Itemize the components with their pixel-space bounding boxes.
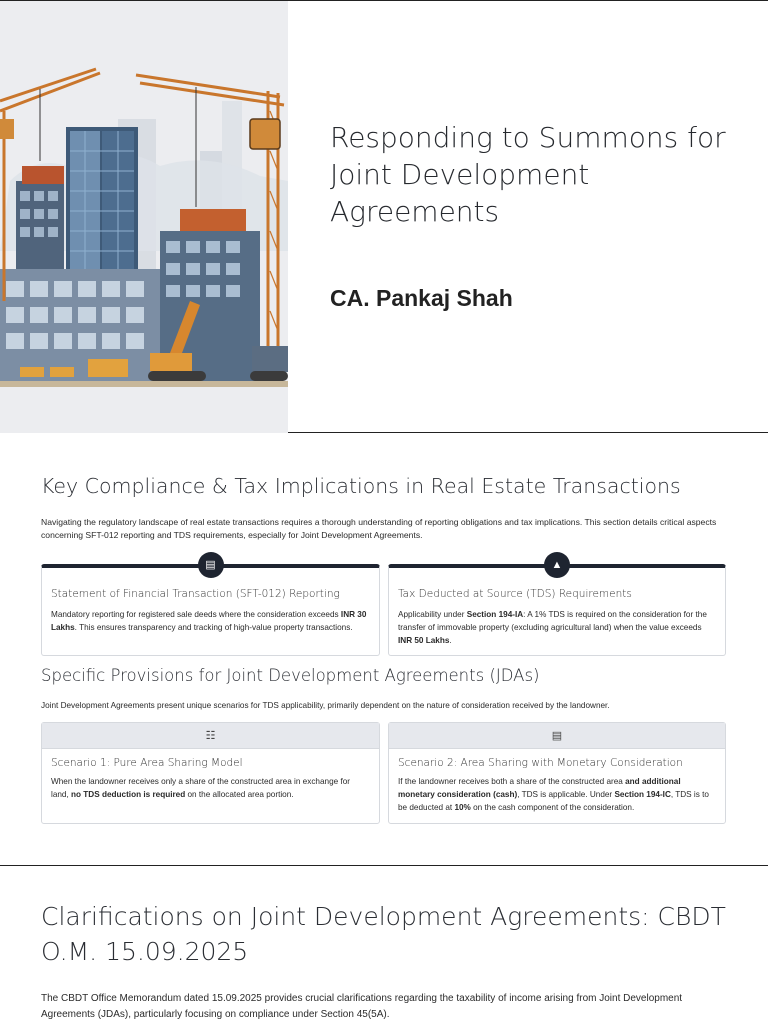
card-body: Mandatory reporting for registered sale deeds where the consideration exceeds INR 30 Lakhs. This ensures transparency and tracking of high-value property transactions. bbox=[51, 610, 367, 632]
section-intro: Navigating the regulatory landscape of real estate transactions requires a thorough understanding of reporting obligations and tax implications. This section details critical aspects concerning SFT-012 reporting and TDS requirements, especially for Joint Development Agreements. bbox=[41, 517, 717, 540]
construction-illustration-icon bbox=[0, 1, 288, 433]
tds-requirements-card bbox=[388, 559, 726, 656]
card-body: If the landowner receives both a share of the constructed area and additional monetary consideration (cash), TDS is applicable. Under Section 194-IC, TDS is to be deducted at 10% on the cash component of the consideration. bbox=[398, 777, 709, 812]
document-icon: ▤ bbox=[198, 552, 224, 578]
cbdt-clarifications-slide bbox=[0, 867, 768, 1024]
section-heading: Clarifications on Joint Development Agreements: CBDT O.M. 15.09.2025 bbox=[41, 902, 726, 966]
scenario-1-card bbox=[41, 722, 380, 824]
section-heading: Key Compliance & Tax Implications in Real Estate Transactions bbox=[41, 474, 681, 498]
card-title: Scenario 2: Area Sharing with Monetary Consideration bbox=[398, 757, 683, 769]
sitemap-icon: ☷ bbox=[205, 730, 216, 742]
card-title: Statement of Financial Transaction (SFT-012) Reporting bbox=[51, 588, 340, 600]
card-title: Scenario 1: Pure Area Sharing Model bbox=[51, 757, 243, 769]
scenario-2-card bbox=[388, 722, 726, 824]
compliance-slide bbox=[0, 434, 768, 866]
jda-subheading: Specific Provisions for Joint Development Agreements (JDAs) bbox=[41, 666, 540, 685]
section-intro: The CBDT Office Memorandum dated 15.09.2025 provides crucial clarifications regarding the taxability of income arising from Joint Development Agreements (JDAs), particularly focusing on compliance under Section 45(5A). bbox=[41, 993, 683, 1020]
landmark-icon: ▲ bbox=[544, 552, 570, 578]
presentation-title: Responding to Summons for Joint Development Agreements bbox=[330, 121, 726, 228]
money-stack-icon: ▤ bbox=[551, 730, 563, 742]
sft-reporting-card bbox=[41, 559, 380, 656]
card-title: Tax Deducted at Source (TDS) Requirements bbox=[398, 588, 632, 600]
presenter-name: CA. Pankaj Shah bbox=[330, 285, 513, 311]
title-slide bbox=[0, 0, 768, 433]
card-body: When the landowner receives only a share of the constructed area in exchange for land, no TDS deduction is required on the allocated area portion. bbox=[51, 777, 351, 799]
card-body: Applicability under Section 194-IA: A 1% TDS is required on the consideration for the transfer of immovable property (excluding agricultural land) when the value exceeds INR 50 Lakhs. bbox=[398, 610, 707, 645]
jda-intro: Joint Development Agreements present unique scenarios for TDS applicability, primarily dependent on the nature of consideration received by the landowner. bbox=[41, 701, 610, 710]
